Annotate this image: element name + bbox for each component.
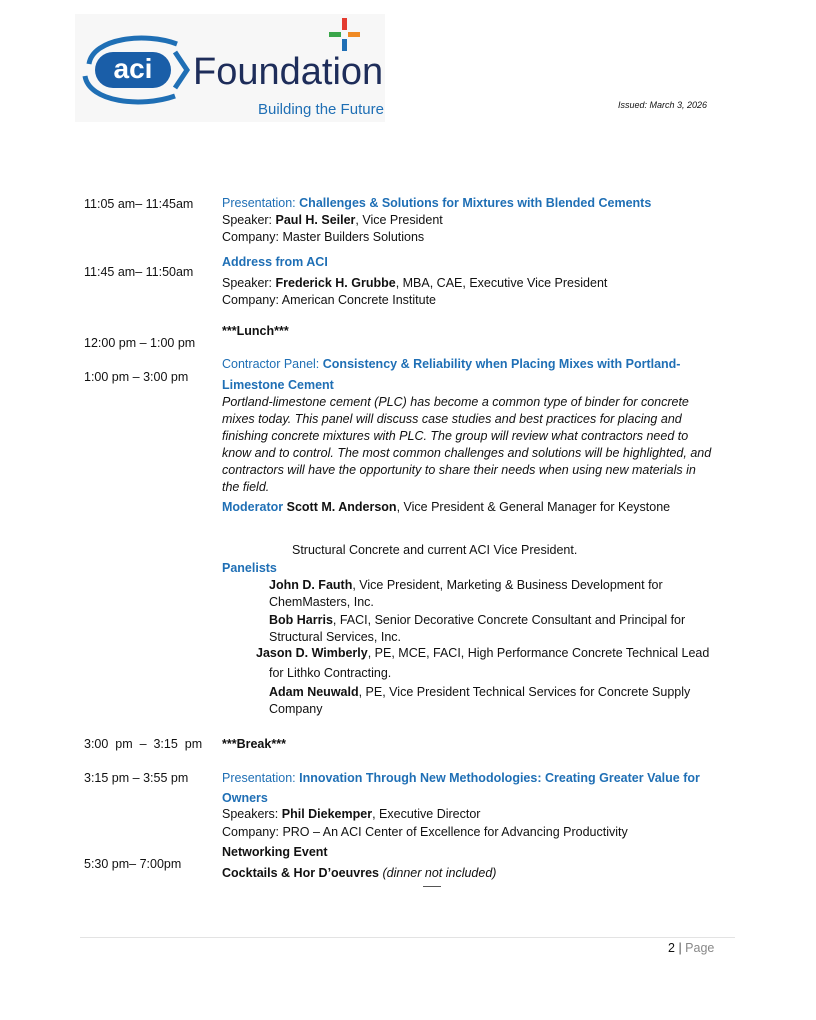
panel-desc-1: Portland-limestone cement (PLC) has become a common type of binder for concrete [222, 395, 689, 409]
page-separator: | [678, 941, 682, 955]
session-1-kind: Presentation: [222, 196, 296, 210]
panel-desc-4: know and to control. The most common challenges and solutions will be highlighted, and [222, 446, 712, 460]
break-label: ***Break*** [222, 737, 286, 751]
panelist-1-continued: ChemMasters, Inc. [269, 595, 374, 609]
time-slot-2: 11:45 am– 11:50am [84, 265, 194, 279]
networking-title: Networking Event [222, 845, 328, 859]
time-slot-5: 3:00 pm – 3:15 pm [84, 737, 203, 751]
divider-mark [423, 886, 441, 887]
logo-graphic [75, 14, 385, 122]
panel-title-2: Limestone Cement [222, 378, 334, 392]
speaker-label: Speaker: [222, 276, 273, 290]
speaker-label: Speaker: [222, 213, 273, 227]
moderator-role: , Vice President & General Manager for Keystone [396, 500, 671, 514]
panelist-role: , Vice President, Marketing & Business Development for [352, 578, 663, 592]
panelist-3 [256, 646, 709, 660]
logo-aci-text: aci [113, 53, 153, 84]
page-footer [668, 941, 714, 955]
speaker-role: , Vice President [355, 213, 443, 227]
panelist-4 [269, 685, 690, 699]
panelist-4-continued: Company [269, 702, 323, 716]
panelist-role: , FACI, Senior Decorative Concrete Consultant and Principal for [332, 613, 686, 627]
time-slot-4: 1:00 pm – 3:00 pm [84, 370, 189, 384]
panelist-2 [269, 613, 685, 627]
panelist-1 [269, 578, 663, 592]
time-slot-1: 11:05 am– 11:45am [84, 197, 194, 211]
panelist-role: , PE, MCE, FACI, High Performance Concrete Technical Lead [367, 646, 710, 660]
panelist-name: Jason D. Wimberly [256, 646, 368, 660]
session-6-title-1: Innovation Through New Methodologies: Creating Greater Value for [299, 771, 700, 785]
speaker-name: Paul H. Seiler [275, 213, 356, 227]
moderator-label: Moderator [222, 500, 284, 514]
time-slot-6: 3:15 pm – 3:55 pm [84, 771, 189, 785]
session-6-title-2: Owners [222, 791, 268, 805]
page-label: Page [685, 941, 715, 955]
moderator-role-continued: Structural Concrete and current ACI Vice President. [292, 543, 578, 557]
session-6-company: Company: PRO – An ACI Center of Excellence for Advancing Productivity [222, 825, 628, 839]
panelist-name: Adam Neuwald [269, 685, 359, 699]
panelist-3-continued: for Lithko Contracting. [269, 666, 392, 680]
page-number: 2 [668, 941, 675, 955]
speaker-role: , MBA, CAE, Executive Vice President [395, 276, 608, 290]
panel-desc-6: the field. [222, 480, 270, 494]
panel-desc-2: mixes today. This panel will discuss case studies and best practices for placing and [222, 412, 682, 426]
speaker-label: Speakers: [222, 807, 279, 821]
panelist-name: John D. Fauth [269, 578, 353, 592]
speaker-name: Frederick H. Grubbe [275, 276, 396, 290]
panel-title-1: Consistency & Reliability when Placing Mixes with Portland- [322, 357, 681, 371]
panelist-role: , PE, Vice President Technical Services for Concrete Supply [358, 685, 691, 699]
logo-foundation-text: Foundation [193, 51, 384, 93]
cocktails-label: Cocktails & Hor D’oeuvres [222, 866, 379, 880]
lunch-label: ***Lunch*** [222, 324, 289, 338]
panelist-2-continued: Structural Services, Inc. [269, 630, 401, 644]
panel-desc-5: contractors will have the opportunity to share their needs when using new materials in [222, 463, 696, 477]
panel-desc-3: finishing concrete mixtures with PLC. The group will review what contractors need to [222, 429, 689, 443]
panel-heading [222, 357, 680, 371]
moderator-line [222, 500, 670, 514]
session-1-heading [222, 196, 651, 210]
session-6-heading [222, 771, 700, 785]
time-slot-3: 12:00 pm – 1:00 pm [84, 336, 196, 350]
panelists-label: Panelists [222, 561, 277, 575]
session-2-company: Company: American Concrete Institute [222, 293, 436, 307]
footer-divider [80, 937, 735, 938]
speaker-role: , Executive Director [372, 807, 481, 821]
session-2-title: Address from ACI [222, 255, 328, 269]
panel-kind: Contractor Panel: [222, 357, 320, 371]
aci-foundation-logo [75, 14, 385, 122]
networking-detail [222, 866, 496, 880]
logo-tagline: Building the Future [258, 101, 384, 118]
issued-date: Issued: March 3, 2026 [618, 100, 708, 110]
moderator-name: Scott M. Anderson [286, 500, 397, 514]
session-2-speaker [222, 276, 607, 290]
time-slot-7: 5:30 pm– 7:00pm [84, 857, 182, 871]
session-1-title: Challenges & Solutions for Mixtures with Blended Cements [299, 196, 652, 210]
session-1-company: Company: Master Builders Solutions [222, 230, 425, 244]
session-6-kind: Presentation: [222, 771, 296, 785]
session-1-speaker [222, 213, 443, 227]
session-6-speaker [222, 807, 480, 821]
speaker-name: Phil Diekemper [281, 807, 373, 821]
panelist-name: Bob Harris [269, 613, 333, 627]
dinner-note: (dinner not included) [382, 866, 497, 880]
